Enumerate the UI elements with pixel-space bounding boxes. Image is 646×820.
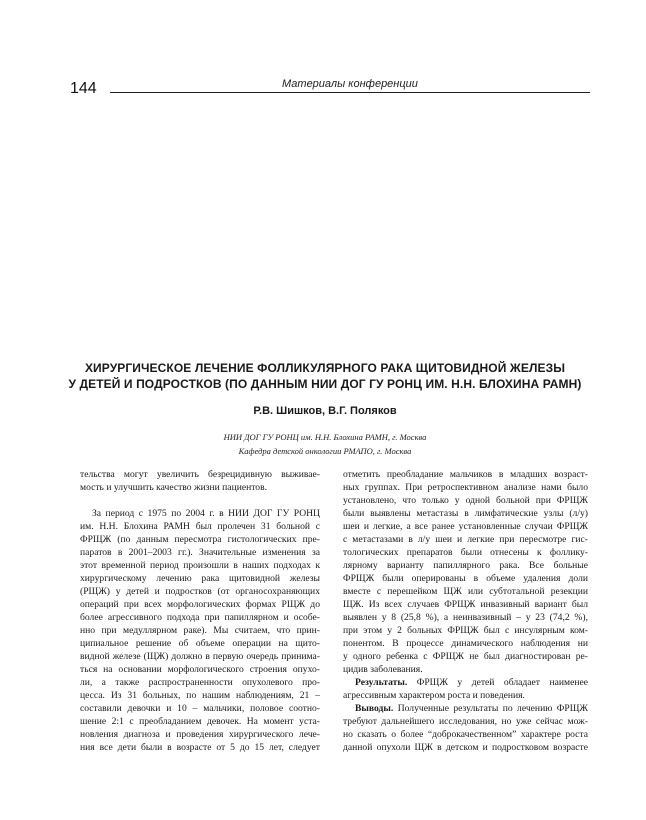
text-line: у одного ребенка с ФРЩЖ не был диагностирован ре- (343, 651, 588, 662)
text-line: им. Н.Н. Блохина РАМН был пролечен 31 больной с (80, 521, 320, 532)
article-title-line: ХИРУРГИЧЕСКОЕ ЛЕЧЕНИЕ ФОЛЛИКУЛЯРНОГО РАКА ЩИТОВИДНОЙ ЖЕЛЕЗЫ (84, 361, 566, 375)
text-line: (РЩЖ) у детей и подростков (от органосохраняющих (80, 586, 320, 597)
text-line: новления диагноза и проведения хирургического лече- (80, 729, 320, 740)
text-line: ФРЩЖ были оперированы в объеме удаления доли (343, 573, 588, 584)
right-column (343, 468, 588, 754)
affiliation: НИИ ДОГ ГУ РОНЦ им. Н.Н. Блохина РАМН, г. Москва (223, 432, 427, 442)
page-number: 144 (70, 80, 97, 97)
header-rule (110, 92, 590, 93)
text-line: понентом. В процессе динамического наблюдения ни (343, 638, 588, 649)
article-title (60, 360, 590, 392)
text-line: видной железе (ЩЖ) должно в первую очередь принима- (80, 651, 320, 662)
results-heading: Результаты. (355, 677, 408, 688)
conclusions-heading: Выводы. (355, 703, 394, 714)
text-line: были выявлены метастазы в лимфатические узлы (л/у) (343, 508, 588, 519)
text-line: но сказать о более “доброкачественном” характере роста (343, 729, 588, 740)
text-line: установлено, что только у одной больной при ФРЩЖ (343, 495, 588, 506)
text-line: ния все дети были в возрасте от 5 до 15 лет, следует (80, 742, 320, 753)
text-line: цесса. Из 31 больных, по нашим наблюдениям, 21 – (80, 690, 320, 701)
text-span: Полученные результаты по лечению ФРЩЖ (393, 703, 588, 714)
text-span: ФРЩЖ у детей обладает наименее (407, 677, 588, 688)
text-line: при этом у 2 больных ФРЩЖ был с инсулярным ком- (343, 625, 588, 636)
text-line: требуют дальнейшего исследования, но уже сейчас мож- (343, 716, 588, 727)
text-line: более агрессивного подхода при папиллярном и особе- (80, 612, 320, 623)
text-line: отметить преобладание мальчиков в младших возраст- (343, 469, 588, 480)
text-line: хирургическому лечению рака щитовидной железы (80, 573, 320, 584)
text-line: ться на основании морфологического строения опухо- (80, 664, 320, 675)
affiliation: Кафедра детской онкологии РМАПО, г. Москва (238, 446, 412, 456)
results-paragraph (343, 676, 588, 689)
text-line: тологических препаратов были отнесены к фоллику- (343, 547, 588, 558)
text-line: операций при всех морфологических формах РЩЖ до (80, 599, 320, 610)
running-title: Материалы конференции (282, 78, 418, 90)
text-line: мость и улучшить качество жизни пациентов. (80, 482, 268, 493)
text-line: данной опухоли ЩЖ в детском и подростковом возрасте (343, 742, 588, 753)
text-line: За период с 1975 по 2004 г. в НИИ ДОГ ГУ РОНЦ (92, 508, 320, 519)
text-line: составили девочки и 10 – мальчики, половое соотно- (80, 703, 320, 714)
text-line: ных группах. При ретроспективном анализе нами было (343, 482, 588, 493)
text-line: ФРЩЖ (по данным пересмотра гистологических пре- (80, 534, 320, 545)
text-line: ли, а также распространенности опухолевого про- (80, 677, 320, 688)
text-line: вместе с перешейком ЩЖ или субтотальной резекции (343, 586, 588, 597)
text-line: нно при медуллярном раке). Мы считаем, что прин- (80, 625, 320, 636)
text-line: с метастазами в л/у шеи и легкие при пересмотре гис- (343, 534, 588, 545)
text-line: паратов в 2001–2003 гг.). Значительные изменения за (80, 547, 320, 558)
text-line: агрессивным характером роста и поведения. (343, 690, 525, 701)
authors: Р.В. Шишков, В.Г. Поляков (253, 405, 397, 417)
text-line: ципиальное решение об объеме операции на щито- (80, 638, 320, 649)
text-line: этот временной период произошли в наших подходах к (80, 560, 320, 571)
article-title-line: У ДЕТЕЙ И ПОДРОСТКОВ (ПО ДАННЫМ НИИ ДОГ ГУ РОНЦ ИМ. Н.Н. БЛОХИНА РАМН) (68, 377, 582, 391)
paragraph-gap (80, 494, 320, 507)
text-line: цидив заболевания. (343, 664, 423, 675)
conclusions-paragraph (343, 702, 588, 715)
text-line: выявлен у 8 (25,8 %), а неинвазивный – у 23 (74,2 %), (343, 612, 588, 623)
left-column (80, 468, 320, 754)
text-line: лярному варианту папиллярного рака. Все больные (343, 560, 588, 571)
text-line: шеи и легкие, а все ранее установленные случаи ФРЩЖ (343, 521, 588, 532)
text-line: шение 2:1 с преобладанием девочек. На момент уста- (80, 716, 320, 727)
text-line: тельства могут увеличить безрецидивную выживае- (80, 469, 320, 480)
text-line: ЩЖ. Из всех случаев ФРЩЖ инвазивный вариант был (343, 599, 588, 610)
